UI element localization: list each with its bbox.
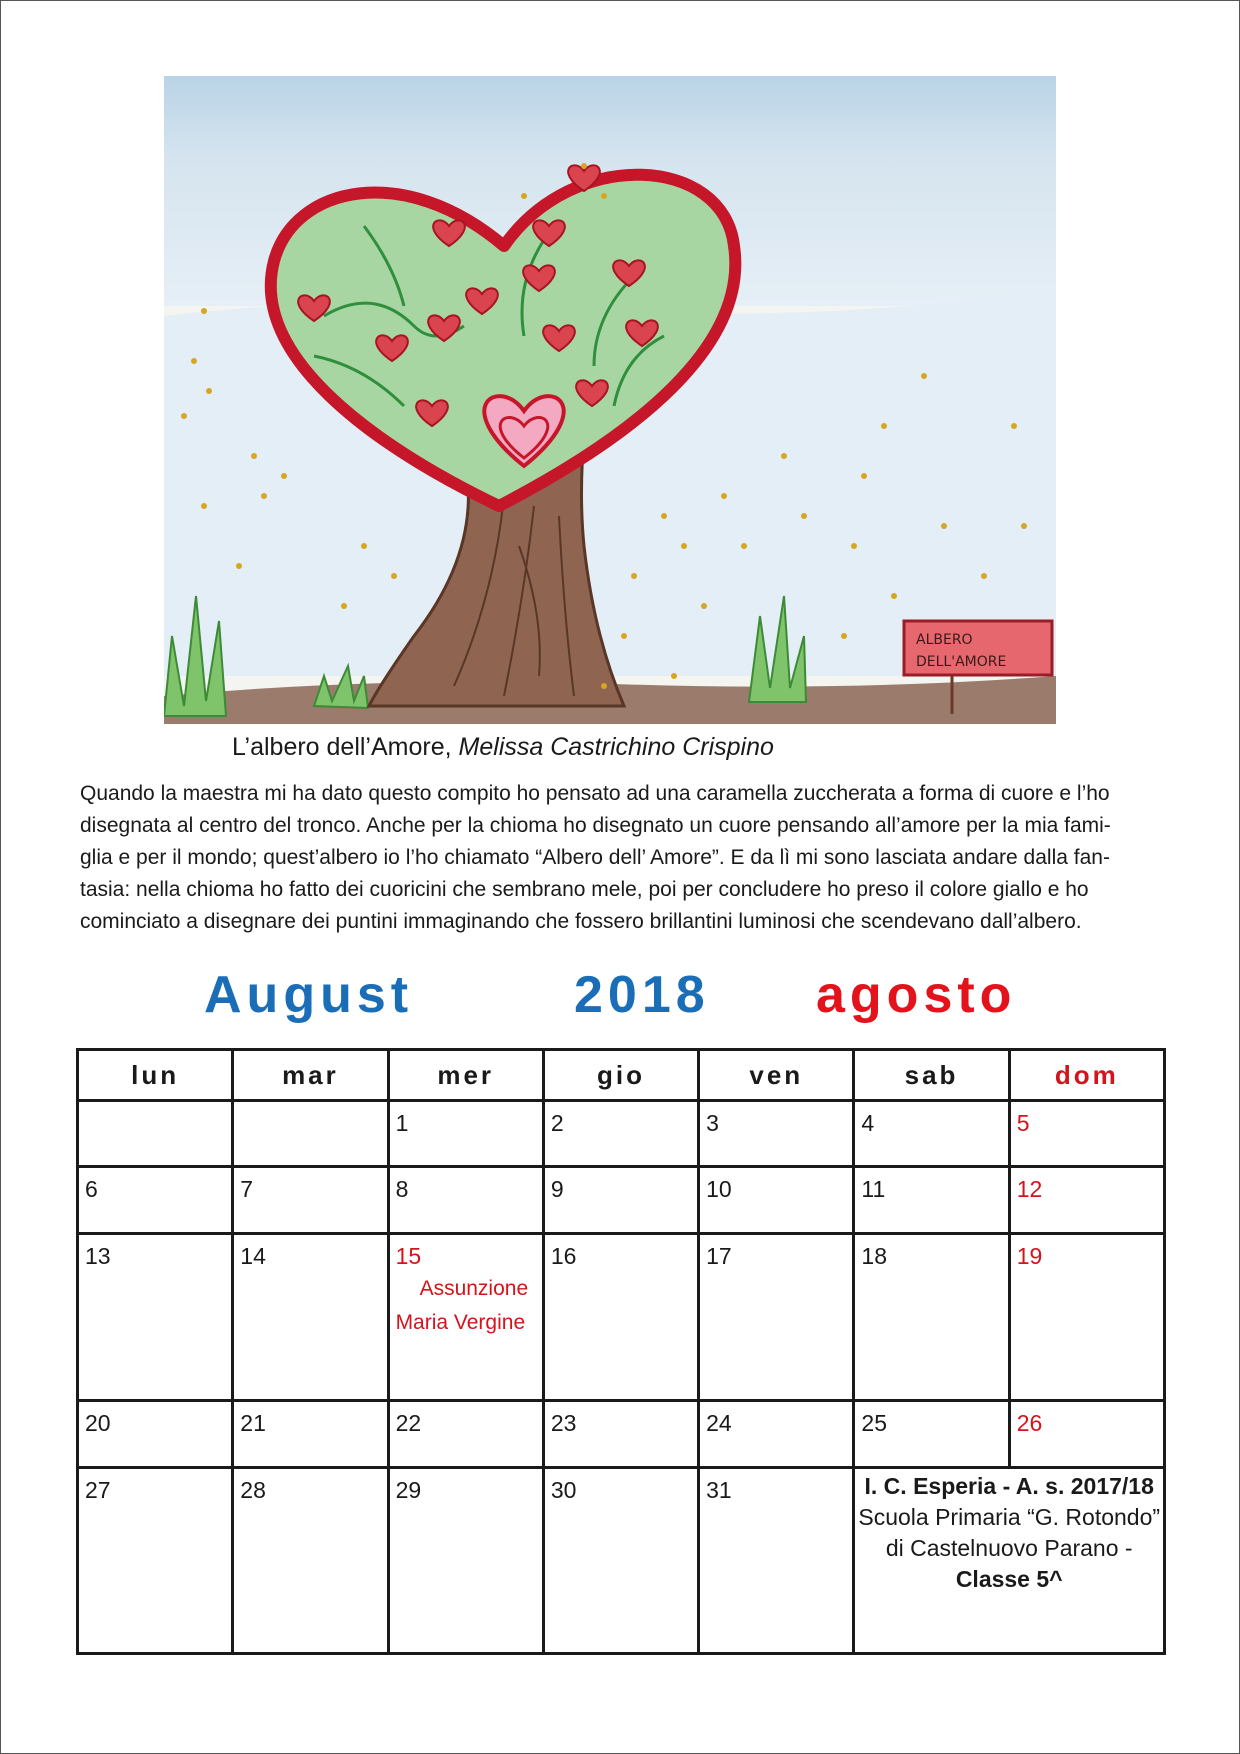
day-cell-sunday: 19 bbox=[1009, 1233, 1164, 1400]
holiday-date: 15 bbox=[395, 1242, 422, 1269]
week-row bbox=[78, 1101, 1165, 1167]
day-cell: 23 bbox=[543, 1401, 698, 1467]
story-line: cominciato a disegnare dei puntini immaginando che fossero brillantini luminosi che scendevano dall’albero. bbox=[80, 910, 1082, 933]
day-cell: 3 bbox=[699, 1101, 854, 1167]
day-cell: 7 bbox=[233, 1167, 388, 1233]
holiday-line2: Maria Vergine bbox=[395, 1310, 526, 1334]
day-cell: 21 bbox=[233, 1401, 388, 1467]
day-cell-sunday: 12 bbox=[1009, 1167, 1164, 1233]
calendar-grid bbox=[76, 1048, 1166, 1655]
week-row bbox=[78, 1233, 1165, 1400]
day-cell: 2 bbox=[543, 1101, 698, 1167]
story-paragraph bbox=[80, 778, 1160, 938]
sign-line2: DELL'AMORE bbox=[916, 654, 1007, 670]
story-line: Quando la maestra mi ha dato questo compito ho pensato ad una caramella zuccherata a forma di cuore e l’ho bbox=[80, 782, 1110, 805]
day-cell: 11 bbox=[854, 1167, 1009, 1233]
week-row bbox=[78, 1467, 1165, 1653]
day-cell: 10 bbox=[699, 1167, 854, 1233]
weekday-header: sab bbox=[854, 1050, 1009, 1101]
day-cell: 9 bbox=[543, 1167, 698, 1233]
week-row bbox=[78, 1401, 1165, 1467]
day-cell: 16 bbox=[543, 1233, 698, 1400]
school-class: Classe 5^ bbox=[955, 1565, 1063, 1592]
day-cell: 22 bbox=[388, 1401, 543, 1467]
month-year: 2018 bbox=[574, 966, 710, 1024]
caption-author: Melissa Castrichino Crispino bbox=[458, 733, 774, 761]
day-cell: 17 bbox=[699, 1233, 854, 1400]
holiday-label bbox=[396, 1272, 536, 1340]
day-cell: 31 bbox=[699, 1467, 854, 1653]
weekday-header: gio bbox=[543, 1050, 698, 1101]
week-row bbox=[78, 1167, 1165, 1233]
day-cell: 24 bbox=[699, 1401, 854, 1467]
story-line: tasia: nella chioma ho fatto dei cuoricini che sembrano mele, poi per concludere ho preso il colore giallo e ho bbox=[80, 878, 1089, 901]
weekday-header: lun bbox=[78, 1050, 233, 1101]
day-cell: 18 bbox=[854, 1233, 1009, 1400]
holiday-line1: Assunzione bbox=[419, 1276, 529, 1300]
day-cell-empty bbox=[233, 1101, 388, 1167]
story-line: glia e per il mondo; quest’albero io l’ho chiamato “Albero dell’ Amore”. E da lì mi sono lasciata andare dalla fan- bbox=[80, 846, 1110, 869]
day-cell: 30 bbox=[543, 1467, 698, 1653]
day-cell: 13 bbox=[78, 1233, 233, 1400]
school-year-line: I. C. Esperia - A. s. 2017/18 bbox=[864, 1472, 1154, 1499]
day-cell-sunday: 26 bbox=[1009, 1401, 1164, 1467]
day-cell: 25 bbox=[854, 1401, 1009, 1467]
weekday-header-sunday: dom bbox=[1009, 1050, 1164, 1101]
day-cell: 14 bbox=[233, 1233, 388, 1400]
day-cell-sunday: 5 bbox=[1009, 1101, 1164, 1167]
day-cell: 4 bbox=[854, 1101, 1009, 1167]
weekday-header: ven bbox=[699, 1050, 854, 1101]
story-line: disegnata al centro del tronco. Anche per la chioma ho disegnato un cuore pensando all’amore per la mia fami- bbox=[80, 814, 1111, 837]
school-name-line: Scuola Primaria “G. Rotondo” bbox=[858, 1503, 1161, 1530]
sign-line1: ALBERO bbox=[916, 632, 973, 648]
month-italian: agosto bbox=[816, 966, 1017, 1024]
heart-tree-drawing bbox=[164, 76, 1056, 724]
school-footer bbox=[854, 1467, 1165, 1653]
day-cell: 28 bbox=[233, 1467, 388, 1653]
day-cell: 29 bbox=[388, 1467, 543, 1653]
school-class-line bbox=[855, 1533, 1163, 1595]
weekday-header-row bbox=[78, 1050, 1165, 1101]
day-cell-holiday bbox=[388, 1233, 543, 1400]
weekday-header: mar bbox=[233, 1050, 388, 1101]
day-cell: 1 bbox=[388, 1101, 543, 1167]
day-cell: 20 bbox=[78, 1401, 233, 1467]
school-place: di Castelnuovo Parano - bbox=[885, 1534, 1133, 1561]
day-cell: 27 bbox=[78, 1467, 233, 1653]
day-cell-empty bbox=[78, 1101, 233, 1167]
month-english: August bbox=[204, 966, 414, 1024]
day-cell: 6 bbox=[78, 1167, 233, 1233]
weekday-header: mer bbox=[388, 1050, 543, 1101]
caption-title: L’albero dell’Amore, bbox=[232, 733, 452, 761]
day-cell: 8 bbox=[388, 1167, 543, 1233]
drawing-caption bbox=[232, 730, 774, 764]
